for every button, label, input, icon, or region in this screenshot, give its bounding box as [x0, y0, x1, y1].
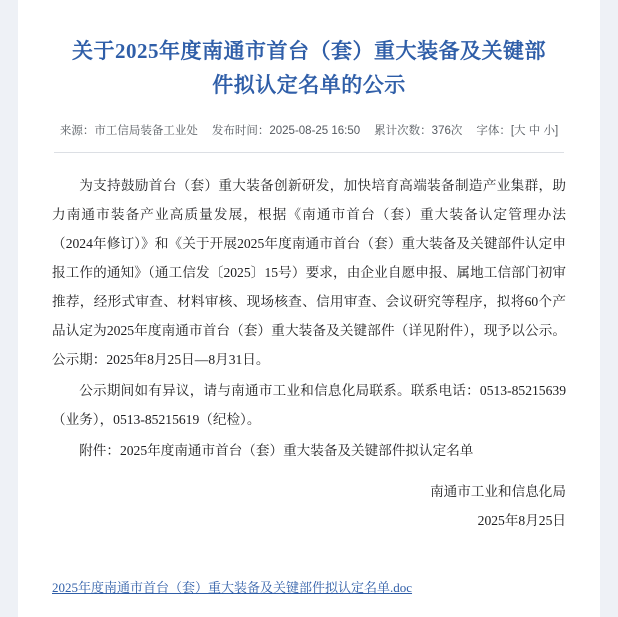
article-body [52, 171, 566, 465]
meta-fontsize-label: 字体： [476, 125, 511, 137]
meta-views-value: 376次 [431, 125, 463, 137]
meta-source-label: 来源： [59, 125, 95, 137]
meta-publish-label: 发布时间： [211, 125, 270, 137]
signature-org: 南通市工业和信息化局 [430, 484, 566, 499]
meta-source [60, 125, 198, 137]
font-size-selector[interactable]: [大 中 小] [510, 125, 559, 137]
meta-fontsize[interactable] [476, 125, 558, 137]
meta-views-label: 累计次数： [374, 125, 432, 137]
paragraph-3: 附件：2025年度南通市首台（套）重大装备及关键部件拟认定名单 [79, 443, 474, 458]
header-divider [54, 152, 564, 153]
signature-date: 2025年8月25日 [477, 513, 566, 528]
meta-publish-value: 2025-08-25 16:50 [269, 125, 361, 137]
meta-publish [212, 125, 360, 137]
page-title: 关于2025年度南通市首台（套）重大装备及关键部件拟认定名单的公示 [72, 39, 546, 97]
attachment-link[interactable]: 2025年度南通市首台（套）重大装备及关键部件拟认定名单.doc [52, 580, 413, 595]
meta-views [374, 125, 462, 137]
article-sheet [18, 0, 600, 617]
signature-block [52, 477, 566, 535]
paragraph-2: 公示期间如有异议，请与南通市工业和信息化局联系。联系电话：0513-85215639（业务），0513-85215619（纪检）。 [52, 383, 566, 427]
meta-source-value: 市工信局装备工业处 [94, 125, 198, 137]
article-meta [52, 122, 566, 140]
attachment-section [52, 557, 566, 597]
paragraph-1: 为支持鼓励首台（套）重大装备创新研发，加快培育高端装备制造产业集群，助力南通市装备产业高质量发展，根据《南通市首台（套）重大装备认定管理办法（2024年修订）》和《关于开展2025年度南通市首台（套）重大装备及关键部件认定申报工作的通知》（通工信发〔2025〕15号）要求，由企业自愿申报、属地工信部门初审推荐，经形式审查、材料审核、现场核查、信用审查、会议研究等程序，拟将60个产品认定为2025年度南通市首台（套）重大装备及关键部件（详见附件），现予以公示。公示期：2025年8月25日—8月31日。 [52, 178, 566, 367]
